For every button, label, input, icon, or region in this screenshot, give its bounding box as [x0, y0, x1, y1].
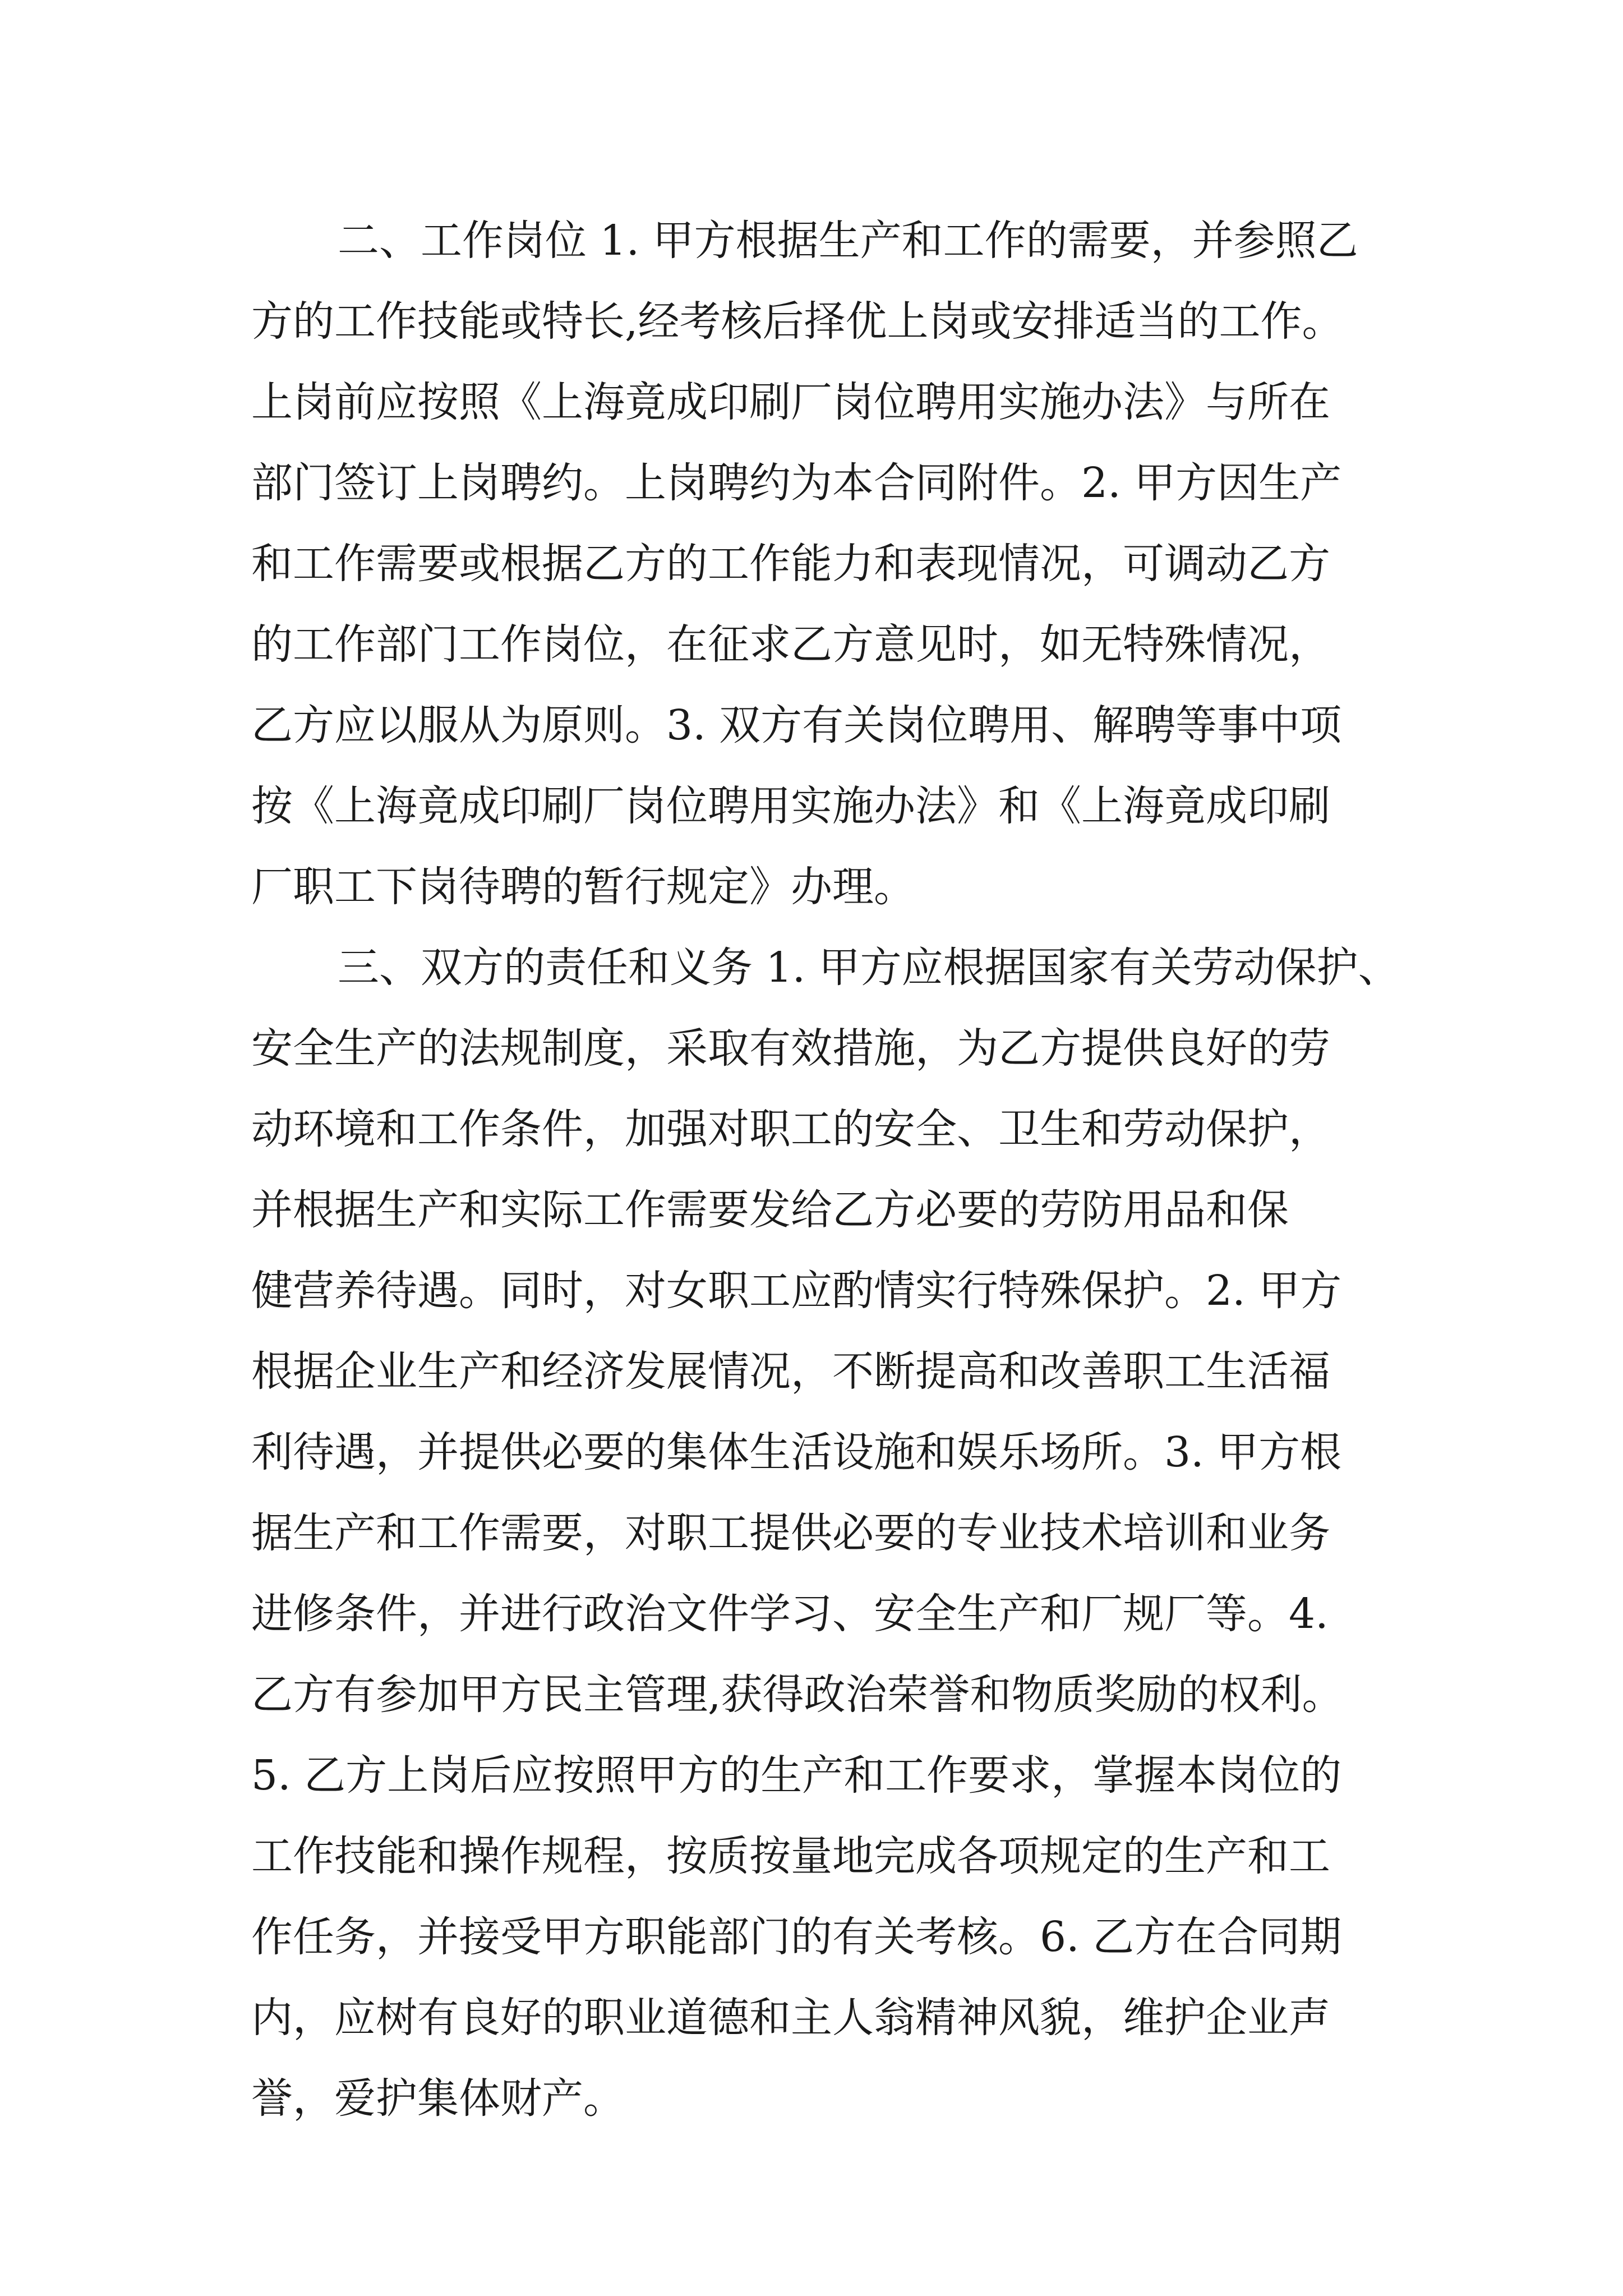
section3-line-5: 健营养待遇。同时，对女职工应酌情实行特殊保护。2. 甲方 — [251, 1267, 1342, 1315]
section2-line-6: 的工作部门工作岗位，在征求乙方意见时，如无特殊情况， — [251, 620, 1330, 669]
section3-line-1: 三、双方的责任和义务 1. 甲方应根据国家有关劳动保护、 — [338, 944, 1400, 992]
section2-line-8: 按《上海竟成印刷厂岗位聘用实施办法》和《上海竟成印刷 — [251, 782, 1330, 830]
section3-line-4: 并根据生产和实际工作需要发给乙方必要的劳防用品和保 — [251, 1186, 1289, 1234]
section3-line-13: 作任务，并接受甲方职能部门的有关考核。6. 乙方在合同期 — [251, 1913, 1342, 1961]
section3-line-8: 据生产和工作需要，对职工提供必要的专业技术培训和业务 — [251, 1509, 1330, 1557]
section2-line-1: 二、工作岗位 1. 甲方根据生产和工作的需要，并参照乙 — [338, 217, 1358, 265]
section2-line-3: 上岗前应按照《上海竟成印刷厂岗位聘用实施办法》与所在 — [251, 378, 1330, 426]
section2-line-2: 方的工作技能或特长,经考核后择优上岗或安排适当的工作。 — [251, 297, 1344, 346]
section3-line-7: 利待遇，并提供必要的集体生活设施和娱乐场所。3. 甲方根 — [251, 1428, 1342, 1476]
section2-line-7: 乙方应以服从为原则。3. 双方有关岗位聘用、解聘等事中项 — [251, 701, 1342, 749]
section3-line-6: 根据企业生产和经济发展情况，不断提高和改善职工生活福 — [251, 1347, 1330, 1396]
section3-line-10: 乙方有参加甲方民主管理,获得政治荣誉和物质奖励的权利。 — [251, 1671, 1344, 1719]
section2-line-4: 部门签订上岗聘约。上岗聘约为本合同附件。2. 甲方因生产 — [251, 459, 1342, 507]
section3-line-11: 5. 乙方上岗后应按照甲方的生产和工作要求，掌握本岗位的 — [251, 1751, 1342, 1800]
section3-line-12: 工作技能和操作规程，按质按量地完成各项规定的生产和工 — [251, 1832, 1330, 1880]
section3-line-14: 内，应树有良好的职业道德和主人翁精神风貌，维护企业声 — [251, 1994, 1330, 2042]
section3-line-3: 动环境和工作条件，加强对职工的安全、卫生和劳动保护， — [251, 1105, 1330, 1153]
section2-line-5: 和工作需要或根据乙方的工作能力和表现情况，可调动乙方 — [251, 540, 1330, 588]
section2-line-9: 厂职工下岗待聘的暂行规定》办理。 — [251, 863, 915, 911]
section3-line-15: 誉，爱护集体财产。 — [251, 2074, 625, 2123]
section3-line-9: 进修条件，并进行政治文件学习、安全生产和厂规厂等。4. — [251, 1590, 1329, 1638]
section3-line-2: 安全生产的法规制度，采取有效措施，为乙方提供良好的劳 — [251, 1024, 1330, 1073]
